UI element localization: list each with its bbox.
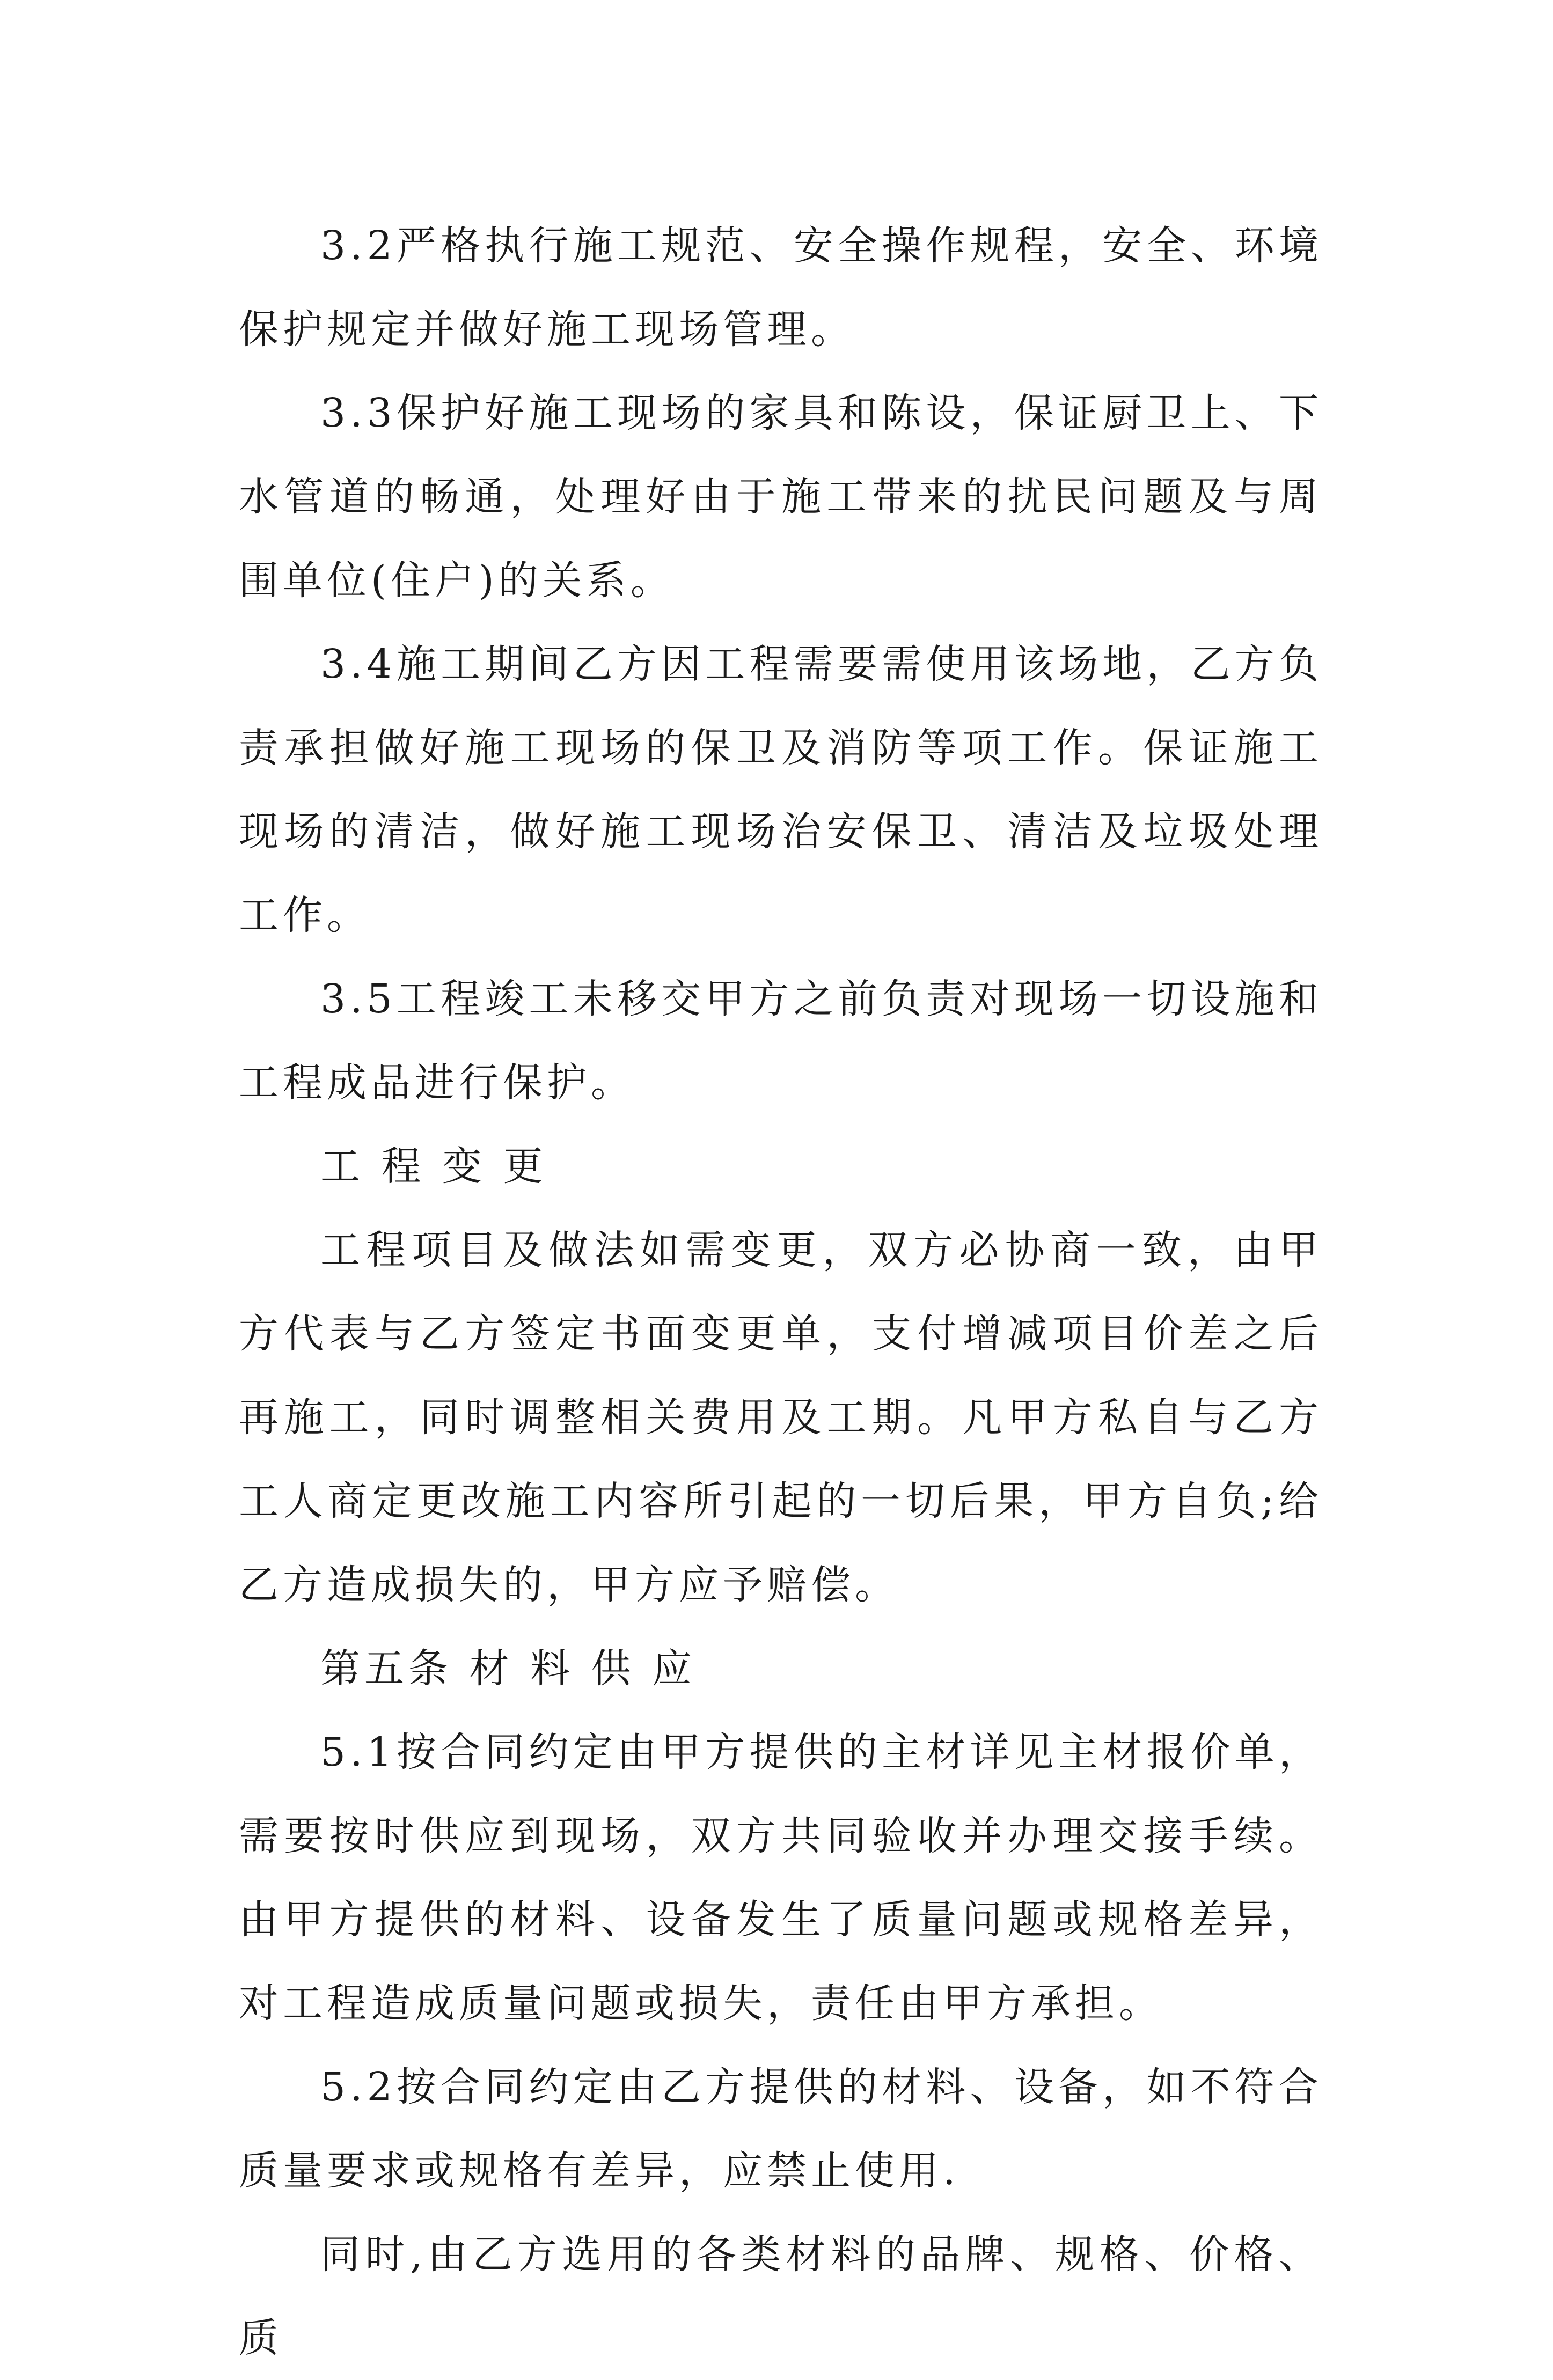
paragraph-3-3: 3.3保护好施工现场的家具和陈设，保证厨卫上、下水管道的畅通，处理好由于施工带来的扰民问题及与周围单位(住户)的关系。 <box>239 390 1323 604</box>
document-body <box>239 204 1323 2380</box>
section-heading-engineering-change: 工 程 变 更 <box>320 1143 547 1189</box>
paragraph-3-2: 3.2严格执行施工规范、安全操作规程，安全、环境保护规定并做好施工现场管理。 <box>239 223 1323 352</box>
section-heading-article-5: 第五条 材 料 供 应 <box>320 1646 697 1692</box>
paragraph-engineering-change: 工程项目及做法如需变更，双方必协商一致，由甲方代表与乙方签定书面变更单，支付增减项目价差之后再施工，同时调整相关费用及工期。凡甲方私自与乙方工人商定更改施工内容所引起的一切后果，甲方自负;给乙方造成损失的，甲方应予赔偿。 <box>239 1227 1323 1608</box>
paragraph-3-4: 3.4施工期间乙方因工程需要需使用该场地，乙方负责承担做好施工现场的保卫及消防等项工作。保证施工现场的清洁，做好施工现场治安保卫、清洁及垃圾处理工作。 <box>239 641 1323 938</box>
paragraph-5-2-continued: 同时,由乙方选用的各类材料的品牌、规格、价格、质 <box>239 2231 1323 2361</box>
paragraph-3-5: 3.5工程竣工未移交甲方之前负责对现场一切设施和工程成品进行保护。 <box>239 976 1323 1106</box>
paragraph-5-2: 5.2按合同约定由乙方提供的材料、设备，如不符合质量要求或规格有差异，应禁止使用. <box>239 2064 1323 2194</box>
paragraph-5-1: 5.1按合同约定由甲方提供的主材详见主材报价单，需要按时供应到现场，双方共同验收并办理交接手续。由甲方提供的材料、设备发生了质量问题或规格差异，对工程造成质量问题或损失，责任由甲方承担。 <box>239 1729 1323 2026</box>
